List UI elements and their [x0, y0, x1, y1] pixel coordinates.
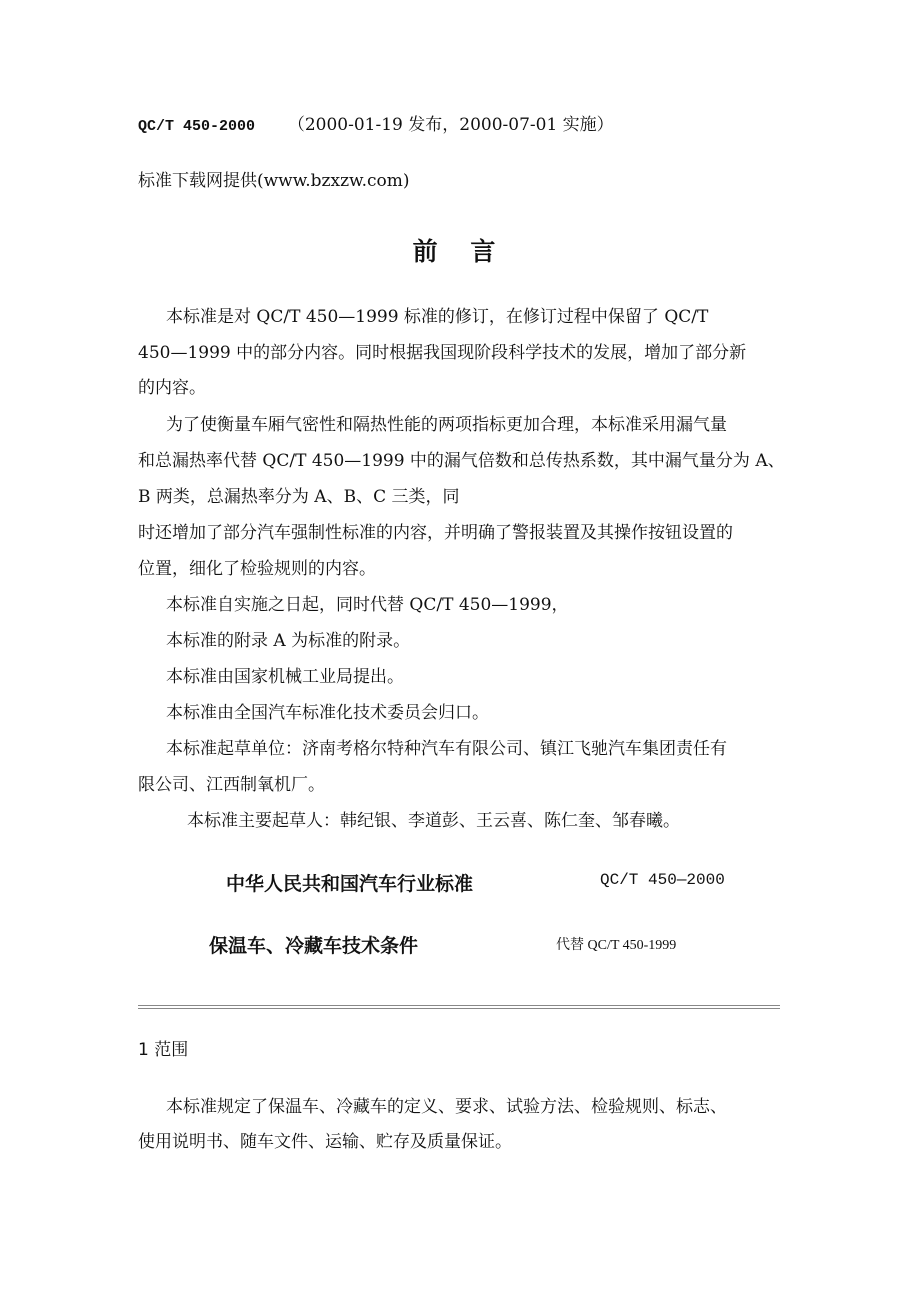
preface-line: 本标准主要起草人：韩纪银、李道彭、王云喜、陈仁奎、邹春曦。 — [187, 811, 680, 831]
preface-line: 位置，细化了检验规则的内容。 — [138, 559, 376, 579]
standard-name: 保温车、冷藏车技术条件 — [209, 935, 419, 957]
preface-line: 本标准自实施之日起，同时代替 QC/T 450—1999， — [166, 595, 569, 615]
preface-line: 本标准的附录 A 为标准的附录。 — [166, 631, 411, 651]
provider-line: 标准下载网提供(www.bzxzw.com) — [138, 171, 410, 191]
header-dates: （2000-01-19 发布，2000-07-01 实施） — [287, 115, 614, 135]
preface-title: 前 言 — [412, 237, 508, 266]
preface-line: 本标准由国家机械工业局提出。 — [166, 667, 404, 687]
preface-line: 限公司、江西制氧机厂。 — [138, 775, 325, 795]
preface-line: 为了使衡量车厢气密性和隔热性能的两项指标更加合理，本标准采用漏气量 — [166, 415, 727, 435]
section-heading: 1 范围 — [138, 1040, 189, 1060]
section-line: 使用说明书、随车文件、运输、贮存及质量保证。 — [138, 1132, 512, 1152]
preface-line: 时还增加了部分汽车强制性标准的内容，并明确了警报装置及其操作按钮设置的 — [138, 523, 733, 543]
standard-code: QC/T 450—2000 — [600, 871, 725, 889]
header-code: QC/T 450-2000 — [138, 118, 256, 135]
section-divider — [138, 1005, 780, 1009]
preface-line: 本标准是对 QC/T 450—1999 标准的修订，在修订过程中保留了 QC/T — [166, 307, 709, 327]
preface-line: 的内容。 — [138, 378, 206, 398]
header-line — [138, 114, 614, 138]
section-line: 本标准规定了保温车、冷藏车的定义、要求、试验方法、检验规则、标志、 — [166, 1097, 727, 1117]
standard-replaces: 代替 QC/T 450-1999 — [556, 938, 677, 953]
preface-line: 本标准由全国汽车标准化技术委员会归口。 — [166, 703, 489, 723]
preface-line: 450—1999 中的部分内容。同时根据我国现阶段科学技术的发展，增加了部分新 — [138, 343, 747, 363]
preface-line: 和总漏热率代替 QC/T 450—1999 中的漏气倍数和总传热系数，其中漏气量分为 A、 — [138, 451, 785, 471]
standard-org: 中华人民共和国汽车行业标准 — [226, 873, 474, 895]
preface-line: B 两类，总漏热率分为 A、B、C 三类，同 — [138, 487, 460, 507]
preface-line: 本标准起草单位：济南考格尔特种汽车有限公司、镇江飞驰汽车集团责任有 — [166, 739, 727, 759]
